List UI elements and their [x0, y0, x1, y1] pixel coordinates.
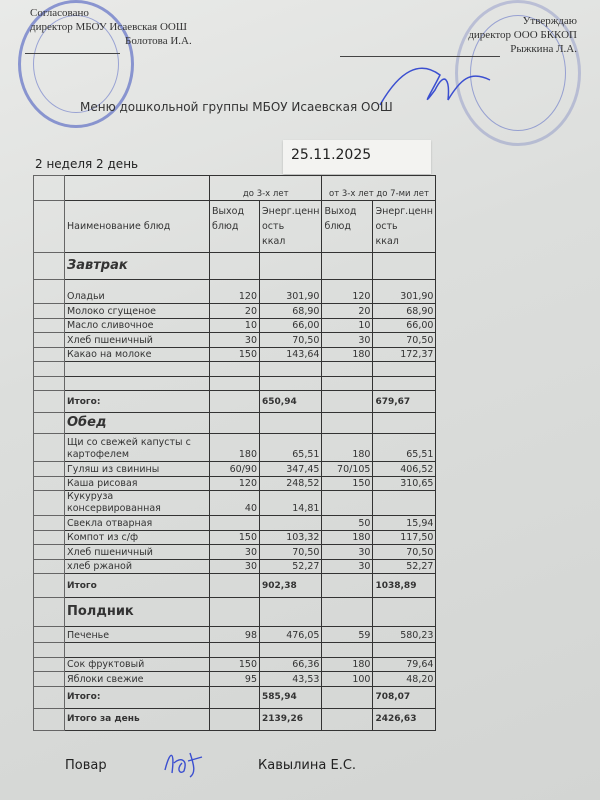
yield-young: 150	[210, 347, 260, 362]
table-row	[34, 516, 436, 531]
yield-old: 50	[322, 516, 373, 531]
energy-old: 301,90	[373, 280, 436, 304]
index-cell	[34, 657, 65, 672]
section-row	[34, 598, 436, 627]
blank-cell	[373, 253, 436, 280]
yield-old: 59	[322, 627, 373, 643]
energy-old: 117,50	[373, 530, 436, 545]
dish-name: Компот из с/ф	[65, 530, 210, 545]
energy-old: 68,90	[373, 304, 436, 319]
blank-cell	[322, 253, 373, 280]
index-cell	[34, 201, 65, 253]
energy-young: 70,50	[260, 333, 322, 348]
col-name-header: Наименование блюд	[65, 201, 210, 253]
index-cell	[34, 627, 65, 643]
blank-cell	[65, 643, 210, 658]
energy-young: 248,52	[260, 476, 322, 491]
energy-old: 48,20	[373, 672, 436, 687]
energy-label: ость	[375, 221, 398, 232]
total-energy-old: 1038,89	[373, 574, 436, 598]
energy-old: 65,51	[373, 434, 436, 462]
yield-label: Выход	[212, 206, 245, 217]
energy-label: ость	[262, 221, 285, 232]
approval-left	[30, 6, 192, 48]
blank-cell	[373, 598, 436, 627]
blank-cell	[210, 413, 260, 434]
energy-young: 65,51	[260, 434, 322, 462]
yield-young: 30	[210, 559, 260, 574]
index-cell	[34, 434, 65, 462]
table-row	[34, 627, 436, 643]
dish-name: Яблоки свежие	[65, 672, 210, 687]
group-old-header: от 3-х лет до 7-ми лет	[322, 176, 436, 201]
yield-label: Выход	[324, 206, 357, 217]
total-label: Итого:	[65, 391, 210, 413]
total-energy-young: 2139,26	[260, 708, 322, 730]
index-cell	[34, 280, 65, 304]
blank-cell	[322, 391, 373, 413]
yield-young: 120	[210, 280, 260, 304]
index-cell	[34, 559, 65, 574]
total-row	[34, 686, 436, 708]
section-row	[34, 413, 436, 434]
group-young-header: до 3-х лет	[210, 176, 322, 201]
index-cell	[34, 304, 65, 319]
index-cell	[34, 516, 65, 531]
section-title: Полдник	[65, 598, 210, 627]
table-row	[34, 347, 436, 362]
index-cell	[34, 598, 65, 627]
yield-young: 30	[210, 545, 260, 560]
yield-old: 180	[322, 530, 373, 545]
energy-old: 70,50	[373, 545, 436, 560]
blank-cell	[373, 643, 436, 658]
col-yield-old-header	[322, 201, 373, 253]
total-energy-old: 679,67	[373, 391, 436, 413]
blank-cell	[65, 176, 210, 201]
yield-young	[210, 516, 260, 531]
table-row	[34, 333, 436, 348]
total-energy-old: 2426,63	[373, 708, 436, 730]
blank-cell	[322, 708, 373, 730]
table-row	[34, 672, 436, 687]
dish-name: Гуляш из свинины	[65, 462, 210, 477]
approval-left-label: Согласовано	[30, 7, 89, 19]
page-title: Меню дошкольной группы МБОУ Исаевская ООШ	[80, 100, 393, 114]
blank-cell	[210, 686, 260, 708]
blank-cell	[260, 643, 322, 658]
blank-cell	[322, 598, 373, 627]
table-row	[34, 304, 436, 319]
yield-old: 30	[322, 559, 373, 574]
cook-signature	[160, 745, 210, 780]
dish-name: Сок фруктовый	[65, 657, 210, 672]
blank-cell	[260, 362, 322, 377]
index-cell	[34, 333, 65, 348]
energy-young: 43,53	[260, 672, 322, 687]
section-title: Завтрак	[65, 253, 210, 280]
index-cell	[34, 176, 65, 201]
blank-cell	[210, 376, 260, 391]
total-label: Итого за день	[65, 708, 210, 730]
total-row	[34, 391, 436, 413]
menu-date: 25.11.2025	[283, 140, 431, 174]
index-cell	[34, 545, 65, 560]
blank-cell	[373, 362, 436, 377]
dish-name: Какао на молоке	[65, 347, 210, 362]
index-cell	[34, 391, 65, 413]
energy-young: 347,45	[260, 462, 322, 477]
table-row	[34, 491, 436, 516]
approval-left-name: Болотова И.А.	[125, 35, 192, 47]
cook-label: Повар	[65, 758, 107, 773]
dish-name: Хлеб пшеничный	[65, 545, 210, 560]
blank-cell	[373, 413, 436, 434]
total-energy-young: 902,38	[260, 574, 322, 598]
total-label: Итого	[65, 574, 210, 598]
blank-cell	[322, 376, 373, 391]
index-cell	[34, 530, 65, 545]
blank-cell	[322, 362, 373, 377]
blank-cell	[373, 376, 436, 391]
blank-cell	[210, 253, 260, 280]
energy-old	[373, 491, 436, 516]
col-yield-young-header	[210, 201, 260, 253]
yield-young: 98	[210, 627, 260, 643]
energy-old: 310,65	[373, 476, 436, 491]
col-energy-young-header	[260, 201, 322, 253]
energy-young: 66,36	[260, 657, 322, 672]
blank-row	[34, 362, 436, 377]
blank-cell	[260, 376, 322, 391]
energy-old: 15,94	[373, 516, 436, 531]
total-row	[34, 708, 436, 730]
yield-label: блюд	[324, 221, 351, 232]
energy-young: 52,27	[260, 559, 322, 574]
blank-row	[34, 376, 436, 391]
energy-old: 580,23	[373, 627, 436, 643]
index-cell	[34, 686, 65, 708]
blank-cell	[210, 643, 260, 658]
approval-right-label: Утверждаю	[522, 15, 577, 27]
signature-line-left	[25, 53, 120, 54]
index-cell	[34, 318, 65, 333]
energy-young: 103,32	[260, 530, 322, 545]
index-cell	[34, 491, 65, 516]
energy-old: 172,37	[373, 347, 436, 362]
index-cell	[34, 413, 65, 434]
index-cell	[34, 253, 65, 280]
energy-old: 79,64	[373, 657, 436, 672]
table-row	[34, 434, 436, 462]
total-energy-young: 650,94	[260, 391, 322, 413]
yield-young: 150	[210, 530, 260, 545]
dish-name: Кукуруза консервированная	[65, 491, 210, 516]
blank-cell	[260, 253, 322, 280]
table-row	[34, 318, 436, 333]
energy-young: 70,50	[260, 545, 322, 560]
yield-young: 180	[210, 434, 260, 462]
dish-name: Оладьи	[65, 280, 210, 304]
index-cell	[34, 476, 65, 491]
blank-cell	[322, 643, 373, 658]
yield-old: 120	[322, 280, 373, 304]
index-cell	[34, 376, 65, 391]
approval-right-position: директор ООО БККОП	[468, 29, 577, 41]
index-cell	[34, 672, 65, 687]
dish-name: Свекла отварная	[65, 516, 210, 531]
dish-name: Масло сливочное	[65, 318, 210, 333]
total-energy-old: 708,07	[373, 686, 436, 708]
index-cell	[34, 643, 65, 658]
blank-cell	[210, 598, 260, 627]
energy-young	[260, 516, 322, 531]
energy-old: 406,52	[373, 462, 436, 477]
blank-cell	[322, 686, 373, 708]
yield-old: 180	[322, 434, 373, 462]
yield-old: 100	[322, 672, 373, 687]
yield-young: 150	[210, 657, 260, 672]
blank-cell	[65, 362, 210, 377]
blank-cell	[65, 376, 210, 391]
yield-young: 95	[210, 672, 260, 687]
cook-name: Кавылина Е.С.	[258, 758, 357, 773]
index-cell	[34, 708, 65, 730]
yield-young: 10	[210, 318, 260, 333]
energy-young: 143,64	[260, 347, 322, 362]
yield-old	[322, 491, 373, 516]
dish-name: Хлеб пшеничный	[65, 333, 210, 348]
yield-old: 180	[322, 657, 373, 672]
total-row	[34, 574, 436, 598]
yield-old: 150	[322, 476, 373, 491]
blank-row	[34, 643, 436, 658]
energy-old: 70,50	[373, 333, 436, 348]
yield-old: 10	[322, 318, 373, 333]
section-title: Обед	[65, 413, 210, 434]
table-row	[34, 280, 436, 304]
index-cell	[34, 462, 65, 477]
energy-label: Энерг.ценн	[262, 206, 320, 217]
energy-old: 52,27	[373, 559, 436, 574]
yield-old: 30	[322, 545, 373, 560]
approval-left-position: директор МБОУ Исаевская ООШ	[30, 21, 187, 33]
col-energy-old-header	[373, 201, 436, 253]
total-label: Итого:	[65, 686, 210, 708]
blank-cell	[322, 574, 373, 598]
total-energy-young: 585,94	[260, 686, 322, 708]
table-row	[34, 545, 436, 560]
blank-cell	[210, 391, 260, 413]
energy-young: 68,90	[260, 304, 322, 319]
energy-label: ккал	[262, 236, 286, 247]
index-cell	[34, 347, 65, 362]
yield-old: 70/105	[322, 462, 373, 477]
yield-old: 180	[322, 347, 373, 362]
table-row	[34, 476, 436, 491]
dish-name: Щи со свежей капусты с картофелем	[65, 434, 210, 462]
blank-cell	[210, 362, 260, 377]
energy-young: 66,00	[260, 318, 322, 333]
blank-cell	[210, 574, 260, 598]
dish-name: Каша рисовая	[65, 476, 210, 491]
table-row	[34, 530, 436, 545]
dish-name: хлеб ржаной	[65, 559, 210, 574]
yield-label: блюд	[212, 221, 239, 232]
energy-young: 476,05	[260, 627, 322, 643]
table-row	[34, 657, 436, 672]
yield-old: 30	[322, 333, 373, 348]
yield-young: 30	[210, 333, 260, 348]
approval-right-name: Рыжкина Л.А.	[510, 43, 577, 55]
blank-cell	[260, 598, 322, 627]
energy-label: Энерг.ценн	[375, 206, 433, 217]
menu-table	[33, 175, 436, 731]
yield-young: 40	[210, 491, 260, 516]
yield-young: 20	[210, 304, 260, 319]
table-row	[34, 559, 436, 574]
energy-old: 66,00	[373, 318, 436, 333]
dish-name: Молоко сгущеное	[65, 304, 210, 319]
blank-cell	[322, 413, 373, 434]
yield-young: 60/90	[210, 462, 260, 477]
yield-old: 20	[322, 304, 373, 319]
yield-young: 120	[210, 476, 260, 491]
energy-label: ккал	[375, 236, 399, 247]
index-cell	[34, 574, 65, 598]
index-cell	[34, 362, 65, 377]
dish-name: Печенье	[65, 627, 210, 643]
energy-young: 301,90	[260, 280, 322, 304]
blank-cell	[210, 708, 260, 730]
blank-cell	[260, 413, 322, 434]
week-day: 2 неделя 2 день	[35, 157, 139, 171]
section-row	[34, 253, 436, 280]
table-row	[34, 462, 436, 477]
energy-young: 14,81	[260, 491, 322, 516]
